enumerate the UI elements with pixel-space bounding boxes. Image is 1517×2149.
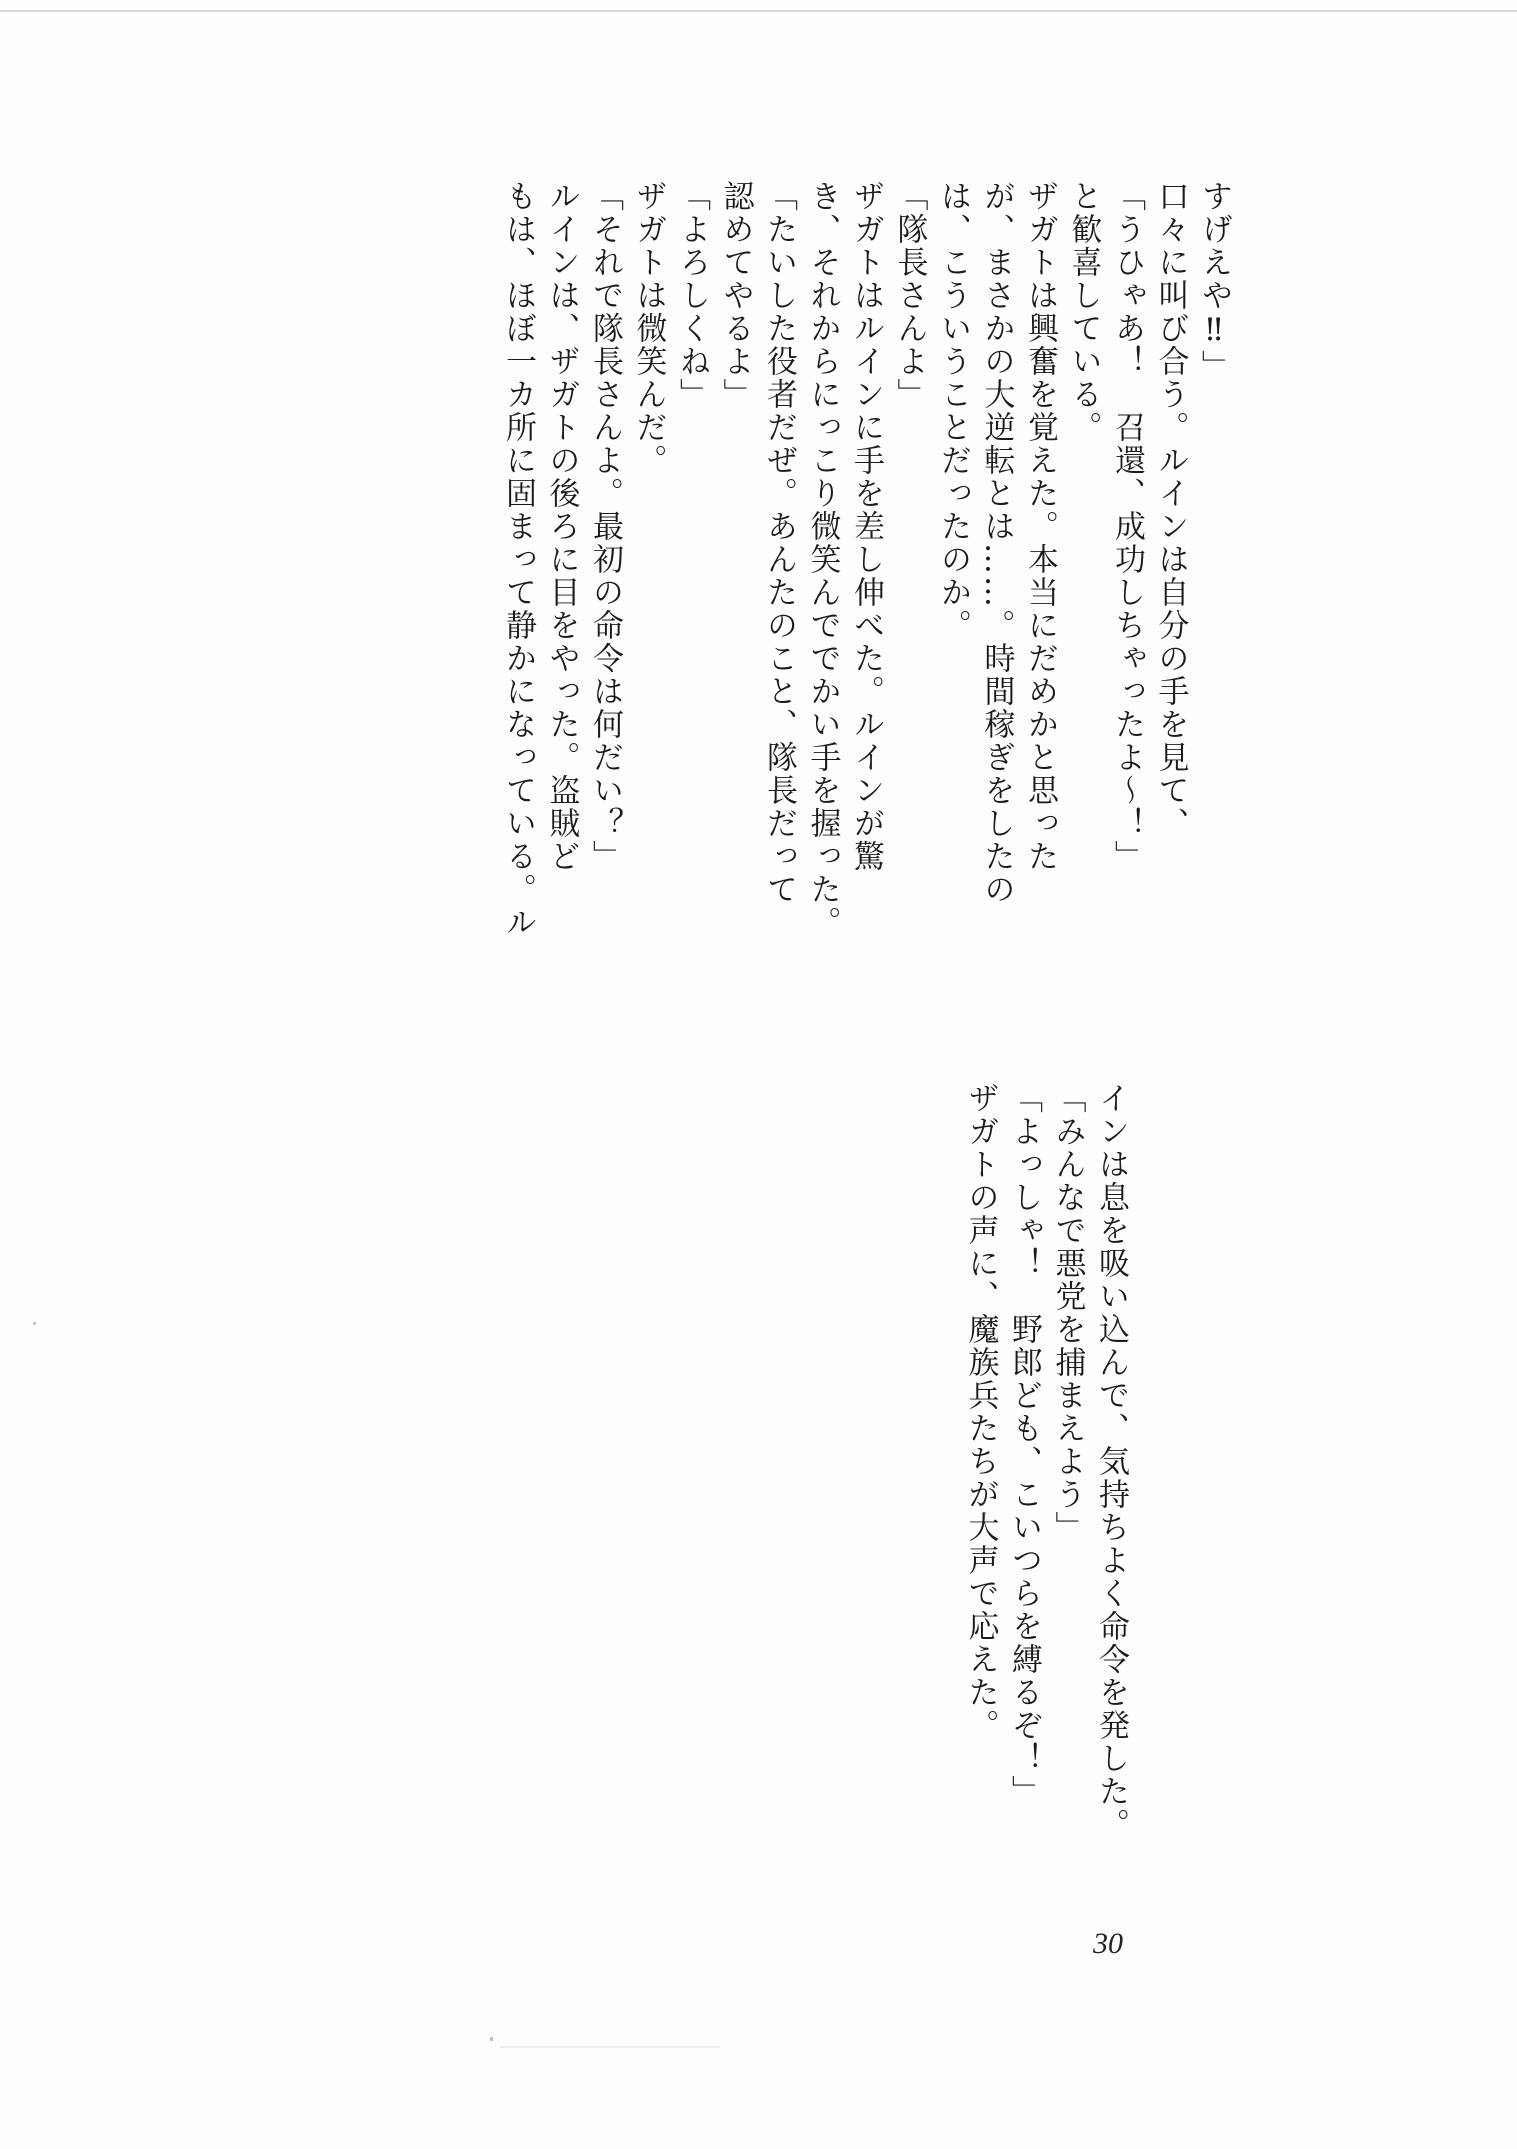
text-line: 「よろしくね」 <box>674 180 710 411</box>
text-line: が、まさかの大逆転とは……。時間稼ぎをしたの <box>978 180 1015 906</box>
scan-edge-line <box>0 10 1517 12</box>
upper-text-block <box>496 180 1236 1030</box>
scan-speck <box>500 2046 720 2048</box>
text-line: き、それからにっこり微笑んででかい手を握った。 <box>804 180 841 939</box>
text-line: 「よっしゃ！ 野郎ども、こいつらを縛るぞ！」 <box>1006 1082 1042 1808</box>
text-line: 「隊長さんよ」 <box>891 180 928 411</box>
text-line: 認めてやるよ」 <box>717 180 754 411</box>
text-line: 口々に叫び合う。ルインは自分の手を見て、 <box>1152 180 1189 840</box>
text-line: ザガトの声に、魔族兵たちが大声で応えた。 <box>962 1082 999 1742</box>
text-line: 「みんなで悪党を捕まえよう」 <box>1049 1082 1086 1544</box>
text-line: インは息を吸い込んで、気持ちよく命令を発した。 <box>1093 1082 1129 1841</box>
text-line: 「それで隊長さんよ。最初の命令は何だい？」 <box>587 180 623 873</box>
scan-speck <box>33 1322 36 1325</box>
text-line: すげえや‼」 <box>1196 180 1232 383</box>
text-line: ルインは、ザガトの後ろに目をやった。盗賊ど <box>543 180 580 873</box>
text-line: ザガトはルインに手を差し伸べた。ルインが驚 <box>848 180 884 873</box>
page-number: 30 <box>1093 1927 1123 1960</box>
text-line: もは、ほぼ一カ所に固まって静かになっている。ル <box>500 180 536 939</box>
text-line: ザガトは興奮を覚えた。本当にだめかと思った <box>1022 180 1058 873</box>
text-line: 「うひゃあ！ 召還、成功しちゃったよ〜！」 <box>1109 180 1145 873</box>
scan-speck <box>490 2037 493 2041</box>
text-line: と歓喜している。 <box>1065 180 1102 444</box>
text-line: は、こういうことだったのか。 <box>935 180 971 642</box>
text-line: ザガトは微笑んだ。 <box>630 180 667 477</box>
lower-text-block <box>958 1082 1132 1942</box>
text-line: 「たいした役者だぜ。あんたのこと、隊長だって <box>761 180 797 906</box>
